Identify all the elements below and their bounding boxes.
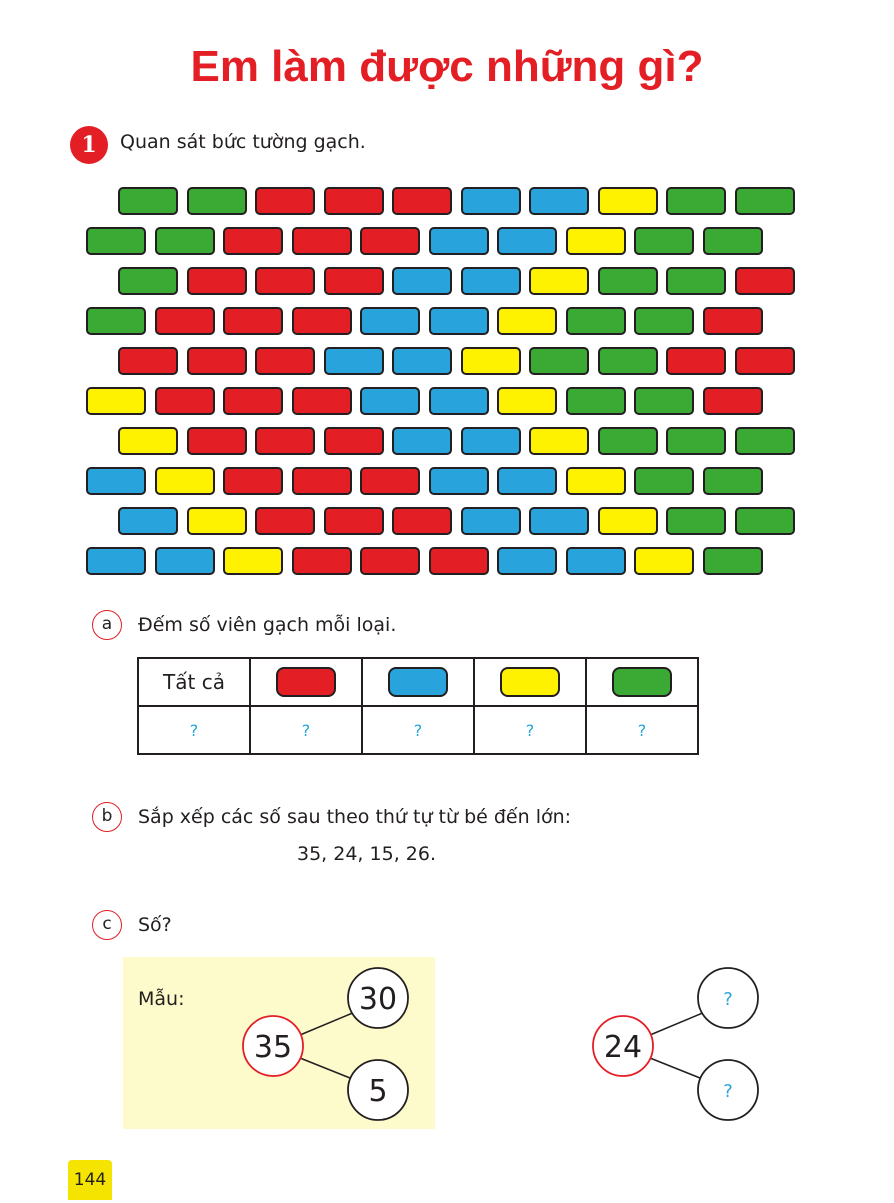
part-b-letter: b xyxy=(92,802,122,832)
bond-line xyxy=(650,1012,705,1035)
answer-placeholder: ? xyxy=(301,720,311,740)
page-title: Em làm được những gì? xyxy=(190,42,704,91)
part-a-text: Đếm số viên gạch mỗi loại. xyxy=(138,614,397,636)
bond-line xyxy=(300,1058,355,1080)
bond-line xyxy=(650,1058,705,1080)
task-top-value: ? xyxy=(723,989,733,1010)
bond-line xyxy=(300,1012,355,1035)
answer-placeholder: ? xyxy=(413,720,423,740)
answer-placeholder: ? xyxy=(189,720,199,740)
numbers-to-sort: 35, 24, 15, 26. xyxy=(297,843,436,865)
task-bottom-value: ? xyxy=(723,1081,733,1102)
answer-placeholder: ? xyxy=(525,720,535,740)
example-whole-value: 35 xyxy=(253,1030,293,1065)
task-whole-value: 24 xyxy=(603,1030,643,1065)
part-c-letter: c xyxy=(92,910,122,940)
part-a-letter: a xyxy=(92,610,122,640)
example-top-value: 30 xyxy=(358,982,398,1017)
answer-placeholder: ? xyxy=(637,720,647,740)
example-label: Mẫu: xyxy=(138,988,185,1010)
part-b-text: Sắp xếp các số sau theo thứ tự từ bé đến lớn: xyxy=(138,806,572,828)
page-number: 144 xyxy=(68,1160,112,1200)
part-c-text: Số? xyxy=(138,914,172,936)
example-bottom-value: 5 xyxy=(368,1074,388,1109)
exercise-number-badge: 1 xyxy=(70,126,108,164)
total-label: Tất cả xyxy=(163,670,225,694)
exercise-instruction: Quan sát bức tường gạch. xyxy=(120,131,366,153)
